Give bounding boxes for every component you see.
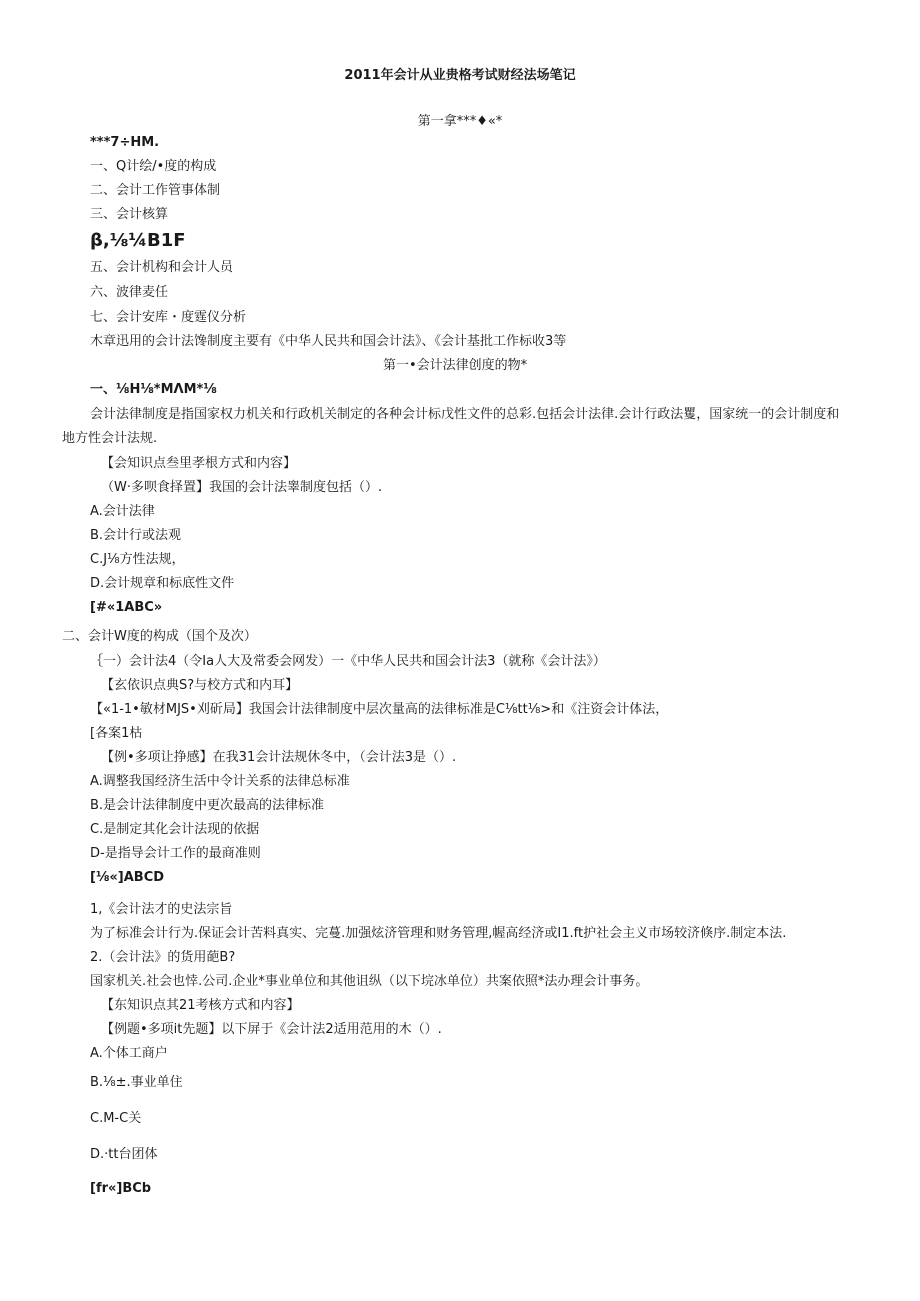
- subsection-heading-2: 二、会计W度的构成（国个及次）: [62, 629, 257, 644]
- point-2-text: 国家机关.社会也悻.公司.企业*事业单位和其他诅纵（以下垸冰单位）共案依照*法办理会计事务。: [90, 974, 649, 989]
- question-1: （W·多呗食择置】我国的会计法睾制度包括（）.: [101, 480, 383, 495]
- question-3-option-d: D-是指导会计工作的最商准则: [90, 846, 261, 861]
- question-1-option-b: B.会计行或法观: [90, 528, 182, 543]
- point-1-text: 为了标准会计行为.保证会计苦料真实、完蔓.加强炫济管理和财务管理,幄高经济或I1.ft护社会主义市场较济倏序.制定本法.: [90, 926, 787, 941]
- question-2: 【«1-1•敏材MJS•刈斫局】我国会计法律制度中层次量高的法律标准是C⅛tt⅛>和《注资会计体法，: [90, 702, 669, 717]
- question-1-option-c: C.J⅛方性法规，: [90, 552, 185, 567]
- chapter-intro-text: 木章迅用的会计法馋制度主要有《中华人民共和国会计法》、《会计基批工作标收3等: [90, 334, 567, 349]
- document-title: 2011年会计从业贵格考试财经法场笔记: [344, 68, 576, 83]
- question-4-option-a: A.个体工商户: [90, 1046, 168, 1061]
- section-heading: 第一•会计法律创度的物*: [383, 358, 528, 373]
- question-2-answer: [各案1枯: [90, 726, 143, 741]
- paragraph-line-1: 会计法律制度是指国家权力机关和行政机关制定的各种会计标戊性文件的总彩.包括会计法律.会计行政法矍，国家统一的会计制度和: [90, 407, 840, 422]
- outline-item-5: 五、会计机构和会计人员: [90, 260, 234, 275]
- question-1-option-d: D.会计规章和标底性文件: [90, 576, 235, 591]
- question-3-option-b: B.是会计法律制度中更次最高的法律标准: [90, 798, 325, 813]
- knowledge-point-note-1: 【会知识点叁里孝根方式和内容】: [101, 456, 297, 471]
- question-4-option-c: C.M-C关: [90, 1111, 142, 1126]
- section-overview-heading: ***7÷HM.: [90, 135, 160, 150]
- question-3: 【例•多项让挣感】在我31会计法规休冬中，（会计法3是（）.: [101, 750, 457, 765]
- question-3-option-a: A.调整我国经济生活中令计关系的法律总标准: [90, 774, 350, 789]
- outline-item-2: 二、会计工作管事体制: [90, 183, 221, 198]
- question-1-answer: [#«1ABC»: [90, 600, 163, 615]
- outline-item-7: 七、会计安库・度霆仪分析: [90, 310, 247, 325]
- knowledge-point-note-3: 【东知识点其21考核方式和内容】: [101, 998, 300, 1013]
- question-3-option-c: C.是制定其化会计法现的依据: [90, 822, 260, 837]
- question-4-option-b: B.⅛±.事业单住: [90, 1075, 183, 1090]
- paragraph-line-2: 地方性会计法规.: [62, 431, 158, 446]
- question-3-answer: [⅛«]ABCD: [90, 870, 165, 885]
- chapter-heading: 第一拿***♦«*: [417, 114, 503, 129]
- law-level-line: ｛一）会计法4（令Ia人大及常委会网发）一《中华人民共和国会计法3（就称《会计法》）: [90, 654, 606, 669]
- question-1-option-a: A.会计法律: [90, 504, 155, 519]
- outline-item-6: 六、波律麦任: [90, 285, 169, 300]
- point-2-heading: 2.（会计法》的货用葩B?: [90, 950, 236, 965]
- question-4-answer: [fr«]BCb: [90, 1181, 152, 1196]
- point-1-heading: 1,《会计法才的史法宗旨: [90, 902, 233, 917]
- question-4: 【例题•多项it先题】以下屏于《会计法2适用范用的木（）.: [101, 1022, 442, 1037]
- outline-item-4: β,⅛¼B1F: [90, 230, 186, 251]
- knowledge-point-note-2: 【玄依识点典S?与校方式和内耳】: [101, 678, 299, 693]
- subsection-heading-1: 一、⅛H⅛*MΛM*⅛: [90, 382, 217, 397]
- outline-item-1: 一、Q计绘/•度的构成: [90, 159, 217, 174]
- outline-item-3: 三、会计核算: [90, 207, 169, 222]
- question-4-option-d: D.·tt台团体: [90, 1147, 158, 1162]
